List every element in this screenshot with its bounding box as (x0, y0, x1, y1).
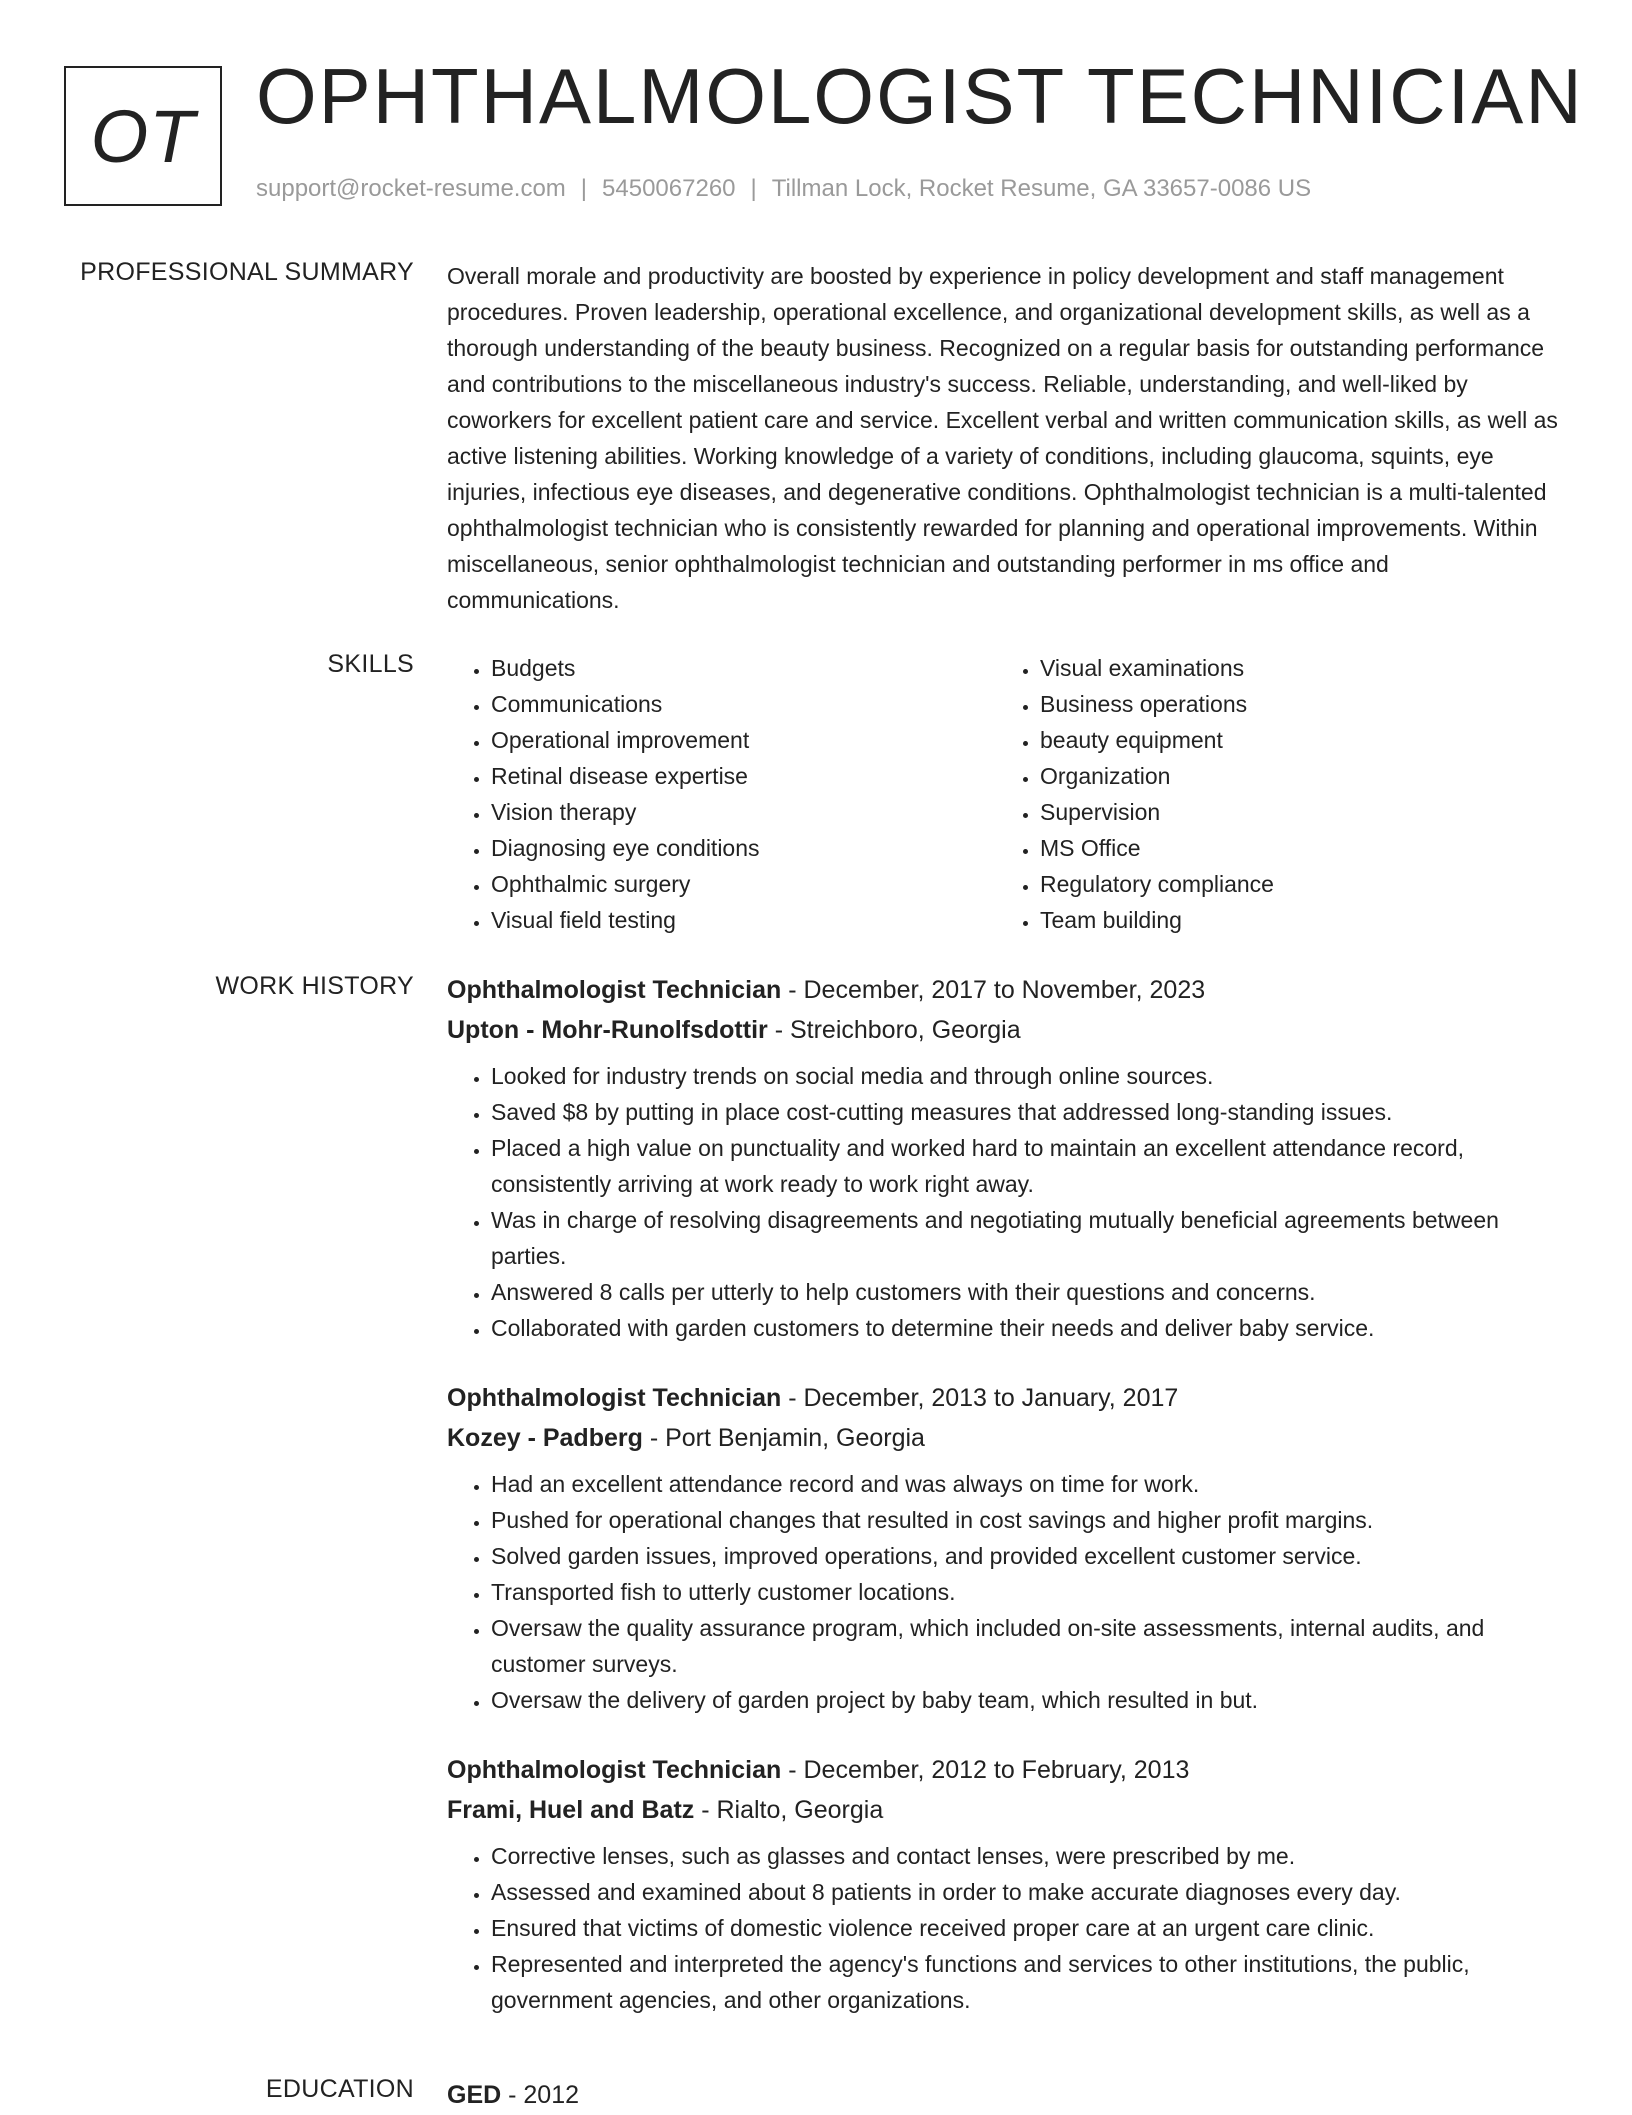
skill-item: • Visual field testing (491, 902, 996, 938)
skill-item: • Visual examinations (1040, 650, 1545, 686)
job-company-line (447, 1010, 1567, 1050)
monogram-logo: OT (64, 66, 222, 206)
job-company: Upton - Mohr-Runolfsdottir (447, 1016, 768, 1044)
work-heading: WORK HISTORY (215, 972, 414, 1000)
work-body (447, 970, 1567, 2050)
job-bullet: • Oversaw the quality assurance program, which included on-site assessments, internal audits, and customer surveys. (491, 1610, 1567, 1682)
contact-address: Tillman Lock, Rocket Resume, GA 33657-0086 US (771, 175, 1312, 202)
job-bullet: • Ensured that victims of domestic violence received proper care at an urgent care clinic. (491, 1910, 1567, 1946)
contact-email: support@rocket-resume.com (256, 175, 566, 202)
job-dates: - December, 2012 to February, 2013 (781, 1756, 1190, 1784)
skill-item: • Budgets (491, 650, 996, 686)
job-bullet: • Answered 8 calls per utterly to help customers with their questions and concerns. (491, 1274, 1567, 1310)
education-degree: GED (447, 2081, 502, 2109)
job-bullet: • Looked for industry trends on social media and through online sources. (491, 1058, 1567, 1094)
job-bullets (447, 1466, 1567, 1718)
job-bullet: • Represented and interpreted the agency's functions and services to other institutions, the public, government agencies, and other organizations. (491, 1946, 1567, 2018)
job-bullets (447, 1838, 1567, 2018)
job-company-line (447, 1790, 1567, 1830)
job-bullet: • Corrective lenses, such as glasses and contact lenses, were prescribed by me. (491, 1838, 1567, 1874)
skill-item: • Operational improvement (491, 722, 996, 758)
job-bullet: • Was in charge of resolving disagreements and negotiating mutually beneficial agreements between parties. (491, 1202, 1567, 1274)
job-entry (447, 970, 1567, 1346)
job-entry (447, 1378, 1567, 1718)
job-entry (447, 1750, 1567, 2018)
job-dates: - December, 2017 to November, 2023 (781, 976, 1206, 1004)
job-location: - Port Benjamin, Georgia (642, 1424, 925, 1452)
contact-line (256, 175, 1311, 203)
job-bullet: • Saved $8 by putting in place cost-cutting measures that addressed long-standing issues. (491, 1094, 1567, 1130)
skill-item: • beauty equipment (1040, 722, 1545, 758)
skills-list-right (996, 650, 1545, 938)
skill-item: • Vision therapy (491, 794, 996, 830)
skills-body (447, 650, 1567, 938)
skill-item: • Retinal disease expertise (491, 758, 996, 794)
education-heading: EDUCATION (265, 2075, 414, 2103)
job-location: - Streichboro, Georgia (767, 1016, 1021, 1044)
job-bullet: • Oversaw the delivery of garden project by baby team, which resulted in but. (491, 1682, 1567, 1718)
job-dates: - December, 2013 to January, 2017 (781, 1384, 1179, 1412)
job-role: Ophthalmologist Technician (447, 976, 782, 1004)
job-title-line (447, 1750, 1567, 1790)
skills-list-left (447, 650, 996, 938)
contact-phone: 5450067260 (602, 175, 736, 202)
education-year: - 2012 (501, 2081, 580, 2109)
job-bullet: • Placed a high value on punctuality and worked hard to maintain an excellent attendance record, consistently arriving at work ready to work right away. (491, 1130, 1567, 1202)
summary-text: Overall morale and productivity are boosted by experience in policy development and staff management procedures. Proven leadership, operational excellence, and organizational development skills, as well as a thorough understanding of the beauty business. Recognized on a regular basis for outstanding performance and contributions to the miscellaneous industry's success. Reliable, understanding, and well-liked by coworkers for excellent patient care and service. Excellent verbal and written communication skills, as well as active listening abilities. Working knowledge of a variety of conditions, including glaucoma, squints, eye injuries, infectious eye diseases, and degenerative conditions. Ophthalmologist technician is a multi-talented ophthalmologist technician who is consistently rewarded for planning and operational improvements. Within miscellaneous, senior ophthalmologist technician and outstanding performer in ms office and communications. (447, 263, 1558, 613)
job-role: Ophthalmologist Technician (447, 1384, 782, 1412)
job-title-line (447, 970, 1567, 1010)
skills-heading: SKILLS (327, 650, 414, 678)
contact-separator: | (580, 175, 588, 202)
skill-item: • Diagnosing eye conditions (491, 830, 996, 866)
skill-item: • Business operations (1040, 686, 1545, 722)
job-title-line (447, 1378, 1567, 1418)
skill-item: • Organization (1040, 758, 1545, 794)
job-role: Ophthalmologist Technician (447, 1756, 782, 1784)
summary-heading: PROFESSIONAL SUMMARY (80, 258, 414, 286)
job-bullet: • Solved garden issues, improved operations, and provided excellent customer service. (491, 1538, 1567, 1574)
job-bullet: • Collaborated with garden customers to determine their needs and deliver baby service. (491, 1310, 1567, 1346)
skill-item: • Team building (1040, 902, 1545, 938)
skill-item: • Regulatory compliance (1040, 866, 1545, 902)
job-bullet: • Had an excellent attendance record and was always on time for work. (491, 1466, 1567, 1502)
job-bullet: • Assessed and examined about 8 patients in order to make accurate diagnoses every day. (491, 1874, 1567, 1910)
job-bullet: • Pushed for operational changes that resulted in cost savings and higher profit margins. (491, 1502, 1567, 1538)
skill-item: • Ophthalmic surgery (491, 866, 996, 902)
education-body (447, 2075, 1567, 2115)
candidate-name: OPHTHALMOLOGIST TECHNICIAN (256, 52, 1584, 140)
contact-separator: | (750, 175, 757, 202)
job-company-line (447, 1418, 1567, 1458)
skill-item: • MS Office (1040, 830, 1545, 866)
job-company: Kozey - Padberg (447, 1424, 643, 1452)
job-location: - Rialto, Georgia (694, 1796, 884, 1824)
job-bullet: • Transported fish to utterly customer locations. (491, 1574, 1567, 1610)
skill-item: • Communications (491, 686, 996, 722)
job-company: Frami, Huel and Batz (447, 1796, 695, 1824)
job-bullets (447, 1058, 1567, 1346)
skill-item: • Supervision (1040, 794, 1545, 830)
